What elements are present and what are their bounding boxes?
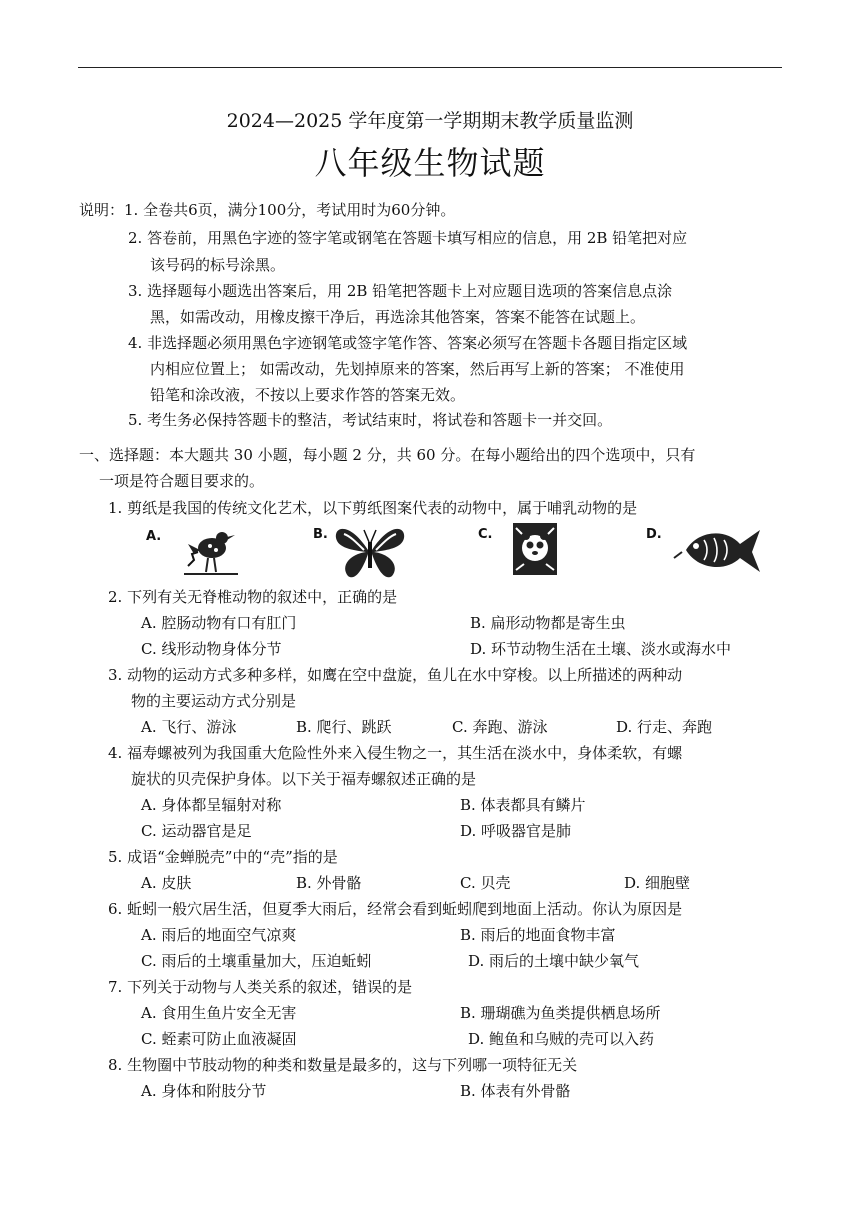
- note-1: 说明：1. 全卷共6页，满分100分，考试用时为60分钟。: [79, 201, 456, 219]
- note-4: 4. 非选择题必须用黑色字迹钢笔或签字笔作答、答案必须写在答题卡各题目指定区域: [128, 334, 688, 352]
- q7-option-c[interactable]: C. 蛭素可防止血液凝固: [141, 1030, 297, 1048]
- q6-option-c[interactable]: C. 雨后的土壤重量加大，压迫蚯蚓: [141, 952, 372, 970]
- exam-subtitle: 2024—2025 学年度第一学期期末教学质量监测: [226, 110, 634, 132]
- note-4-cont2: 铅笔和涂改液，不按以上要求作答的答案无效。: [150, 386, 466, 404]
- q8-option-b[interactable]: B. 体表有外骨骼: [460, 1082, 571, 1100]
- q3-option-d[interactable]: D. 行走、奔跑: [616, 718, 713, 736]
- q4-option-a[interactable]: A. 身体都呈辐射对称: [141, 796, 282, 814]
- q1-stem: 1. 剪纸是我国的传统文化艺术，以下剪纸图案代表的动物中，属于哺乳动物的是: [108, 499, 638, 517]
- q3-option-a[interactable]: A. 飞行、游泳: [141, 718, 237, 736]
- q5-stem: 5. 成语“金蝉脱壳”中的“壳”指的是: [108, 848, 338, 866]
- q6-option-d[interactable]: D. 雨后的土壤中缺少氧气: [468, 952, 640, 970]
- butterfly-papercut-icon: [330, 520, 410, 582]
- q5-option-d[interactable]: D. 细胞壁: [624, 874, 691, 892]
- panda-papercut-icon: [510, 520, 560, 578]
- q2-option-d[interactable]: D. 环节动物生活在土壤、淡水或海水中: [470, 640, 732, 658]
- note-3: 3. 选择题每小题选出答案后，用 2B 铅笔把答题卡上对应题目选项的答案信息点涂: [128, 282, 673, 300]
- note-4-cont: 内相应位置上； 如需改动，先划掉原来的答案，然后再写上新的答案； 不准使用: [150, 360, 685, 378]
- q7-stem: 7. 下列关于动物与人类关系的叙述，错误的是: [108, 978, 413, 996]
- q6-option-b[interactable]: B. 雨后的地面食物丰富: [460, 926, 616, 944]
- section-heading-cont: 一项是符合题目要求的。: [99, 472, 265, 490]
- q1-option-d-label[interactable]: D.: [646, 527, 662, 542]
- q7-option-d[interactable]: D. 鲍鱼和乌贼的壳可以入药: [468, 1030, 655, 1048]
- note-2: 2. 答卷前，用黑色字迹的签字笔或钢笔在答题卡填写相应的信息，用 2B 铅笔把对应: [128, 229, 688, 247]
- q5-option-b[interactable]: B. 外骨骼: [296, 874, 362, 892]
- q2-option-a[interactable]: A. 腔肠动物有口有肛门: [141, 614, 297, 632]
- q2-option-c[interactable]: C. 线形动物身体分节: [141, 640, 282, 658]
- q4-stem-cont: 旋状的贝壳保护身体。以下关于福寿螺叙述正确的是: [131, 770, 477, 788]
- q3-stem-cont: 物的主要运动方式分别是: [131, 692, 297, 710]
- q4-option-d[interactable]: D. 呼吸器官是肺: [460, 822, 572, 840]
- q4-option-b[interactable]: B. 体表都具有鳞片: [460, 796, 586, 814]
- exam-title: 八年级生物试题: [314, 144, 546, 182]
- q5-option-a[interactable]: A. 皮肤: [141, 874, 192, 892]
- q1-option-c-label[interactable]: C.: [478, 527, 493, 542]
- q7-option-a[interactable]: A. 食用生鱼片安全无害: [141, 1004, 297, 1022]
- q1-option-b-label[interactable]: B.: [313, 527, 328, 542]
- q2-stem: 2. 下列有关无脊椎动物的叙述中，正确的是: [108, 588, 398, 606]
- q4-stem: 4. 福寿螺被列为我国重大危险性外来入侵生物之一，其生活在淡水中，身体柔软，有螺: [108, 744, 683, 762]
- q8-option-a[interactable]: A. 身体和附肢分节: [141, 1082, 267, 1100]
- note-2-cont: 该号码的标号涂黑。: [150, 256, 286, 274]
- section-heading: 一、选择题：本大题共 30 小题，每小题 2 分，共 60 分。在每小题给出的四个选项中，只有: [79, 446, 696, 464]
- q7-option-b[interactable]: B. 珊瑚礁为鱼类提供栖息场所: [460, 1004, 661, 1022]
- note-5: 5. 考生务必保持答题卡的整洁，考试结束时，将试卷和答题卡一并交回。: [128, 411, 613, 429]
- q8-stem: 8. 生物圈中节肢动物的种类和数量是最多的，这与下列哪一项特征无关: [108, 1056, 578, 1074]
- q3-stem: 3. 动物的运动方式多种多样，如鹰在空中盘旋，鱼儿在水中穿梭。以上所描述的两种动: [108, 666, 683, 684]
- q3-option-b[interactable]: B. 爬行、跳跃: [296, 718, 392, 736]
- top-rule: [78, 67, 782, 68]
- q2-option-b[interactable]: B. 扁形动物都是寄生虫: [470, 614, 626, 632]
- q6-option-a[interactable]: A. 雨后的地面空气凉爽: [141, 926, 297, 944]
- q4-option-c[interactable]: C. 运动器官是足: [141, 822, 252, 840]
- q5-option-c[interactable]: C. 贝壳: [460, 874, 511, 892]
- bird-papercut-icon: [180, 522, 240, 578]
- q1-option-a-label[interactable]: A.: [146, 529, 162, 544]
- note-3-cont: 黑，如需改动，用橡皮擦干净后，再选涂其他答案，答案不能答在试题上。: [150, 308, 646, 326]
- fish-papercut-icon: [672, 522, 764, 578]
- q6-stem: 6. 蚯蚓一般穴居生活，但夏季大雨后，经常会看到蚯蚓爬到地面上活动。你认为原因是: [108, 900, 683, 918]
- q3-option-c[interactable]: C. 奔跑、游泳: [452, 718, 548, 736]
